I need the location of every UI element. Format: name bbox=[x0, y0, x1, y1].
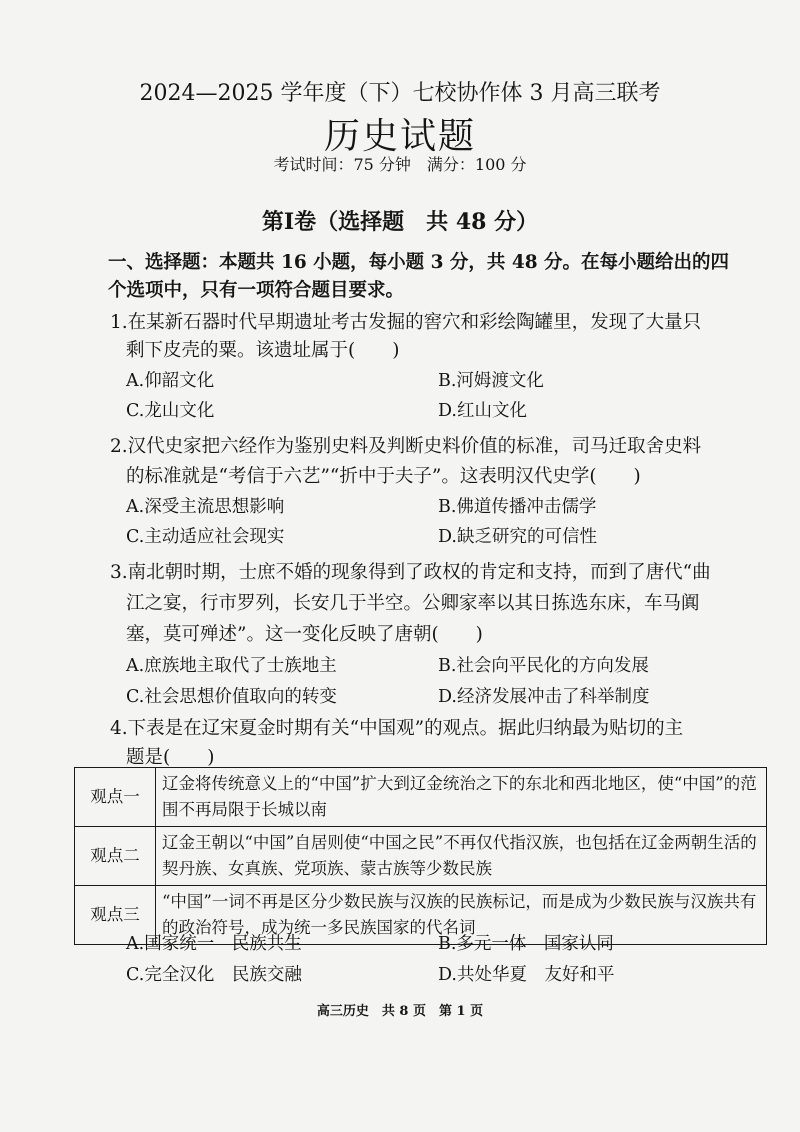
question-4-option-b: B.多元一体 国家认同 bbox=[438, 934, 614, 954]
section-title: 第Ⅰ卷（选择题 共 48 分） bbox=[261, 209, 539, 235]
question-1-option-d: D.红山文化 bbox=[438, 401, 527, 421]
question-4-option-a: A.国家统一 民族共生 bbox=[126, 934, 302, 954]
question-2-stem-line2: 的标准就是“考信于六艺”“折中于夫子”。这表明汉代史学( ) bbox=[126, 466, 641, 487]
question-2-option-b: B.佛道传播冲击儒学 bbox=[438, 497, 597, 517]
question-4-stem-line1: 4.下表是在辽宋夏金时期有关“中国观”的观点。据此归纳最为贴切的主 bbox=[110, 718, 684, 739]
question-1-stem-line1: 1.在某新石器时代早期遗址考古发掘的窖穴和彩绘陶罐里，发现了大量只 bbox=[110, 312, 702, 333]
question-2-option-a: A.深受主流思想影响 bbox=[126, 497, 285, 517]
question-1-option-c: C.龙山文化 bbox=[126, 401, 215, 421]
question-1-option-a: A.仰韶文化 bbox=[126, 371, 215, 391]
viewpoint-label: 观点一 bbox=[75, 768, 156, 827]
table-row bbox=[75, 768, 767, 827]
question-2-option-d: D.缺乏研究的可信性 bbox=[438, 527, 597, 547]
question-3-option-b: B.社会向平民化的方向发展 bbox=[438, 656, 649, 676]
viewpoint-label: 观点三 bbox=[75, 886, 156, 945]
question-3-option-a: A.庶族地主取代了士族地主 bbox=[126, 656, 337, 676]
page-title: 历史试题 bbox=[323, 116, 476, 157]
viewpoint-text: 辽金王朝以“中国”自居则使“中国之民”不再仅代指汉族，也包括在辽金两朝生活的契丹族、女真族、党项族、蒙古族等少数民族 bbox=[156, 827, 767, 886]
viewpoint-text: 辽金将传统意义上的“中国”扩大到辽金统治之下的东北和西北地区，使“中国”的范围不再局限于长城以南 bbox=[156, 768, 767, 827]
question-4-option-c: C.完全汉化 民族交融 bbox=[126, 965, 302, 985]
section-instruction-line1: 一、选择题：本题共 16 小题，每小题 3 分，共 48 分。在每小题给出的四 bbox=[108, 252, 730, 273]
question-3-stem-line1: 3.南北朝时期，士庶不婚的现象得到了政权的肯定和支持，而到了唐代“曲 bbox=[110, 562, 711, 583]
exam-info: 考试时间：75 分钟 满分：100 分 bbox=[273, 155, 527, 174]
question-4-option-d: D.共处华夏 友好和平 bbox=[438, 965, 615, 985]
question-3-option-d: D.经济发展冲击了科举制度 bbox=[438, 687, 650, 707]
table-row bbox=[75, 827, 767, 886]
viewpoint-label: 观点二 bbox=[75, 827, 156, 886]
viewpoints-table bbox=[74, 767, 767, 945]
question-3-stem-line3: 塞，莫可殚述”。这一变化反映了唐朝( ) bbox=[126, 624, 483, 645]
exam-header: 2024—2025 学年度（下）七校协作体 3 月高三联考 bbox=[139, 81, 661, 106]
viewpoint-text: “中国”一词不再是区分少数民族与汉族的民族标记，而是成为少数民族与汉族共有的政治符号，成为统一多民族国家的代名词 bbox=[156, 886, 767, 945]
question-3-option-c: C.社会思想价值取向的转变 bbox=[126, 687, 337, 707]
page-footer: 高三历史 共 8 页 第 1 页 bbox=[316, 1004, 484, 1019]
question-3-stem-line2: 江之宴，行市罗列，长安几于半空。公卿家率以其日拣选东床，车马阗 bbox=[126, 593, 700, 614]
question-2-stem-line1: 2.汉代史家把六经作为鉴别史料及判断史料价值的标准，司马迁取舍史料 bbox=[110, 436, 702, 457]
question-1-option-b: B.河姆渡文化 bbox=[438, 371, 544, 391]
section-instruction-line2: 个选项中，只有一项符合题目要求。 bbox=[108, 280, 405, 301]
question-2-option-c: C.主动适应社会现实 bbox=[126, 527, 285, 547]
question-4-stem-line2: 题是( ) bbox=[126, 747, 215, 768]
question-1-stem-line2: 剩下皮壳的粟。该遗址属于( ) bbox=[126, 340, 400, 361]
